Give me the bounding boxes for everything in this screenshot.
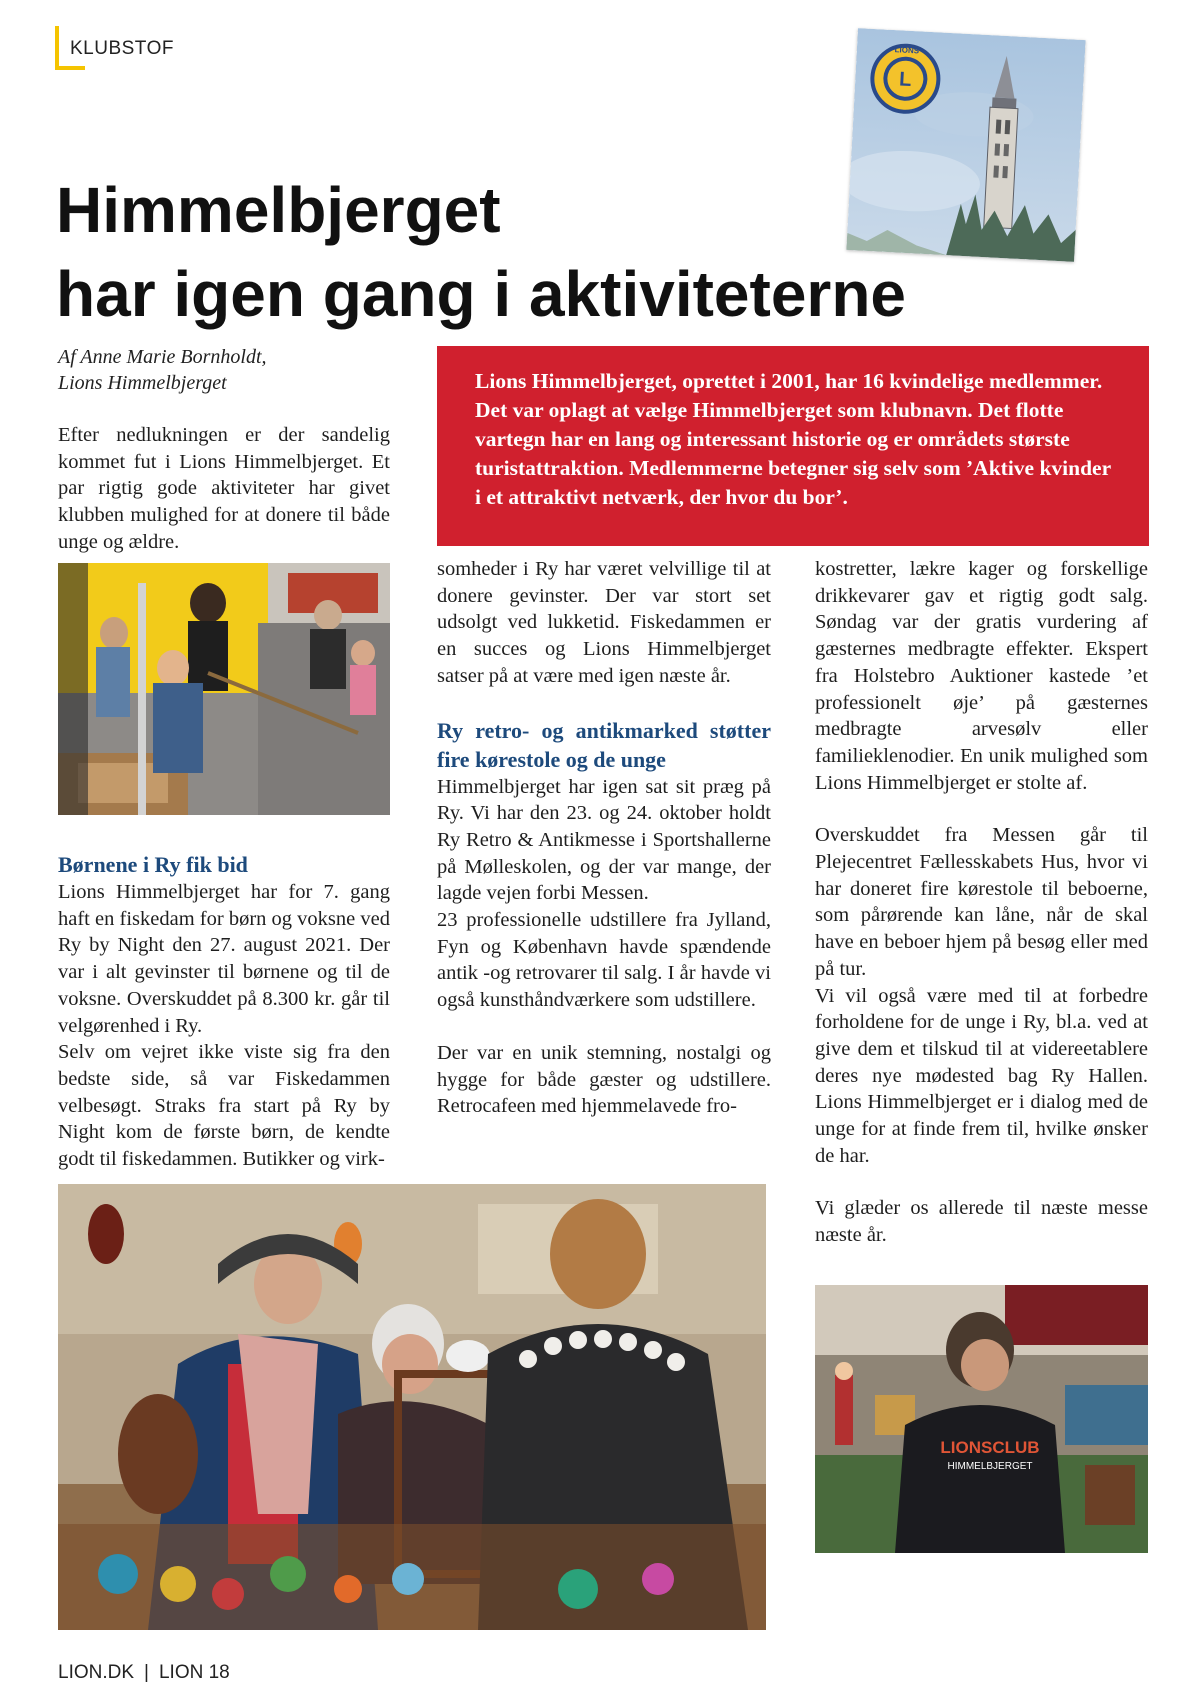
- column-1: [58, 850, 390, 1173]
- market-paragraph-3: Der var en unik stemning, nostalgi og hygge for både gæster og udstillere. Retrocafeen med hjemmelavede fro-: [437, 1041, 771, 1118]
- column-2: [437, 556, 771, 1120]
- section-label: KLUBSTOF: [70, 38, 174, 59]
- fishing-pond-photo: [58, 563, 390, 815]
- title-line-2: har igen gang i aktiviteterne: [56, 258, 906, 330]
- antique-market-photo: [58, 1184, 766, 1630]
- children-paragraph-3: somheder i Ry har været velvillige til at donere gevinster. Der var stort set udsolgt ved lukketid. Fiskedammen er en succes og Lions Himmelbjerget satser på at være med igen næste år.: [437, 558, 771, 687]
- footer-page: LION 18: [158, 1662, 230, 1683]
- column-3: [815, 556, 1148, 1249]
- byline-author: Af Anne Marie Bornholdt,: [58, 346, 267, 368]
- section-heading-children: Børnene i Ry fik bid: [58, 852, 248, 877]
- callout-text: Lions Himmelbjerget, oprettet i 2001, har 16 kvindelige medlemmer. Det var oplagt at vælge Himmelbjerget som klubnavn. Det flotte vartegn har en lang og interessant historie og er områdets største turistattraktion. Medlemmerne betegner sig selv som ’Aktive kvinder i et attraktivt netværk, der hvor du bor’.: [475, 369, 1111, 509]
- page-title: [56, 168, 956, 336]
- page-footer: LION.DK | LION 18: [58, 1662, 230, 1683]
- market-paragraph-1: Himmelbjerget har igen sat sit præg på Ry. Vi har den 23. og 24. oktober holdt Ry Retro & Antikmesse i Sportshallerne på Mølleskolen, og der var mange, der lagde vejen forbi Messen.: [437, 775, 771, 905]
- market-paragraph-5: Overskuddet fra Messen går til Plejecentret Fællesskabets Hus, hvor vi har doneret fire kørestole til beboerne, som pårørende kan låne, når de skal have en beboer hjem på besøg eller med på tur.: [815, 824, 1148, 980]
- byline-club: Lions Himmelbjerget: [58, 372, 227, 394]
- callout-box: [437, 346, 1149, 546]
- intro-text: Efter nedlukningen er der sandelig kommet fut i Lions Himmelbjerget. Et par rigtig gode aktiviteter har givet klubben mulighed for at donere til både unge og ældre.: [58, 424, 390, 553]
- section-heading-market: Ry retro- og antikmarked støtter fire kørestole og de unge: [437, 717, 771, 772]
- footer-site: LION.DK: [58, 1662, 135, 1683]
- byline: [58, 344, 388, 396]
- market-paragraph-7: Vi glæder os allerede til næste messe næste år.: [815, 1197, 1148, 1247]
- badge-text: LIONS: [894, 45, 920, 56]
- market-paragraph-6: Vi vil også være med til at forbedre forholdene for de unge i Ry, bl.a. ved at give dem et tilskud til at videreetablere deres nye mødested bag Ry Hallen. Lions Himmelbjerget er i dialog med de unge for at finde frem til, hvilke ønsker de har.: [815, 984, 1148, 1167]
- market-paragraph-4: kostretter, lækre kager og forskellige drikkevarer gav et rigtig godt salg. Søndag var der gratis vurdering af gæsternes medbragte effekter. Ekspert fra Holstebro Auktioner kastede ’et professionelt øje’ på gæsternes medbragte arvesølv eller familieklenodier. En unik mulighed som Lions Himmelbjerget er stolte af.: [815, 558, 1148, 794]
- title-line-1: Himmelbjerget: [56, 174, 501, 246]
- svg-text:L: L: [898, 68, 913, 92]
- tshirt-text-line1: LIONSCLUB: [940, 1438, 1040, 1457]
- lionsclub-tshirt-photo: [815, 1285, 1148, 1553]
- intro-paragraph: [58, 422, 390, 556]
- children-paragraph-2: Selv om vejret ikke viste sig fra den bedste side, så var Fiskedammen velbesøgt. Straks fra start på Ry by Night kom de første børn, de kendte godt til fiskedammen. Butikker og virk-: [58, 1041, 390, 1171]
- tshirt-text-line2: HIMMELBJERGET: [947, 1461, 1033, 1472]
- market-paragraph-2: 23 professionelle udstillere fra Jylland, Fyn og København havde spændende antik -og retrovarer til salg. I år havde vi også kunsthåndværkere som udstillere.: [437, 909, 771, 1012]
- children-paragraph-1: Lions Himmelbjerget har for 7. gang haft en fiskedam for børn og voksne ved Ry by Night den 27. august 2021. Der var i alt gevinster til børnene og til de voksne. Overskuddet på 8.300 kr. går til velgørenhed i Ry.: [58, 881, 390, 1037]
